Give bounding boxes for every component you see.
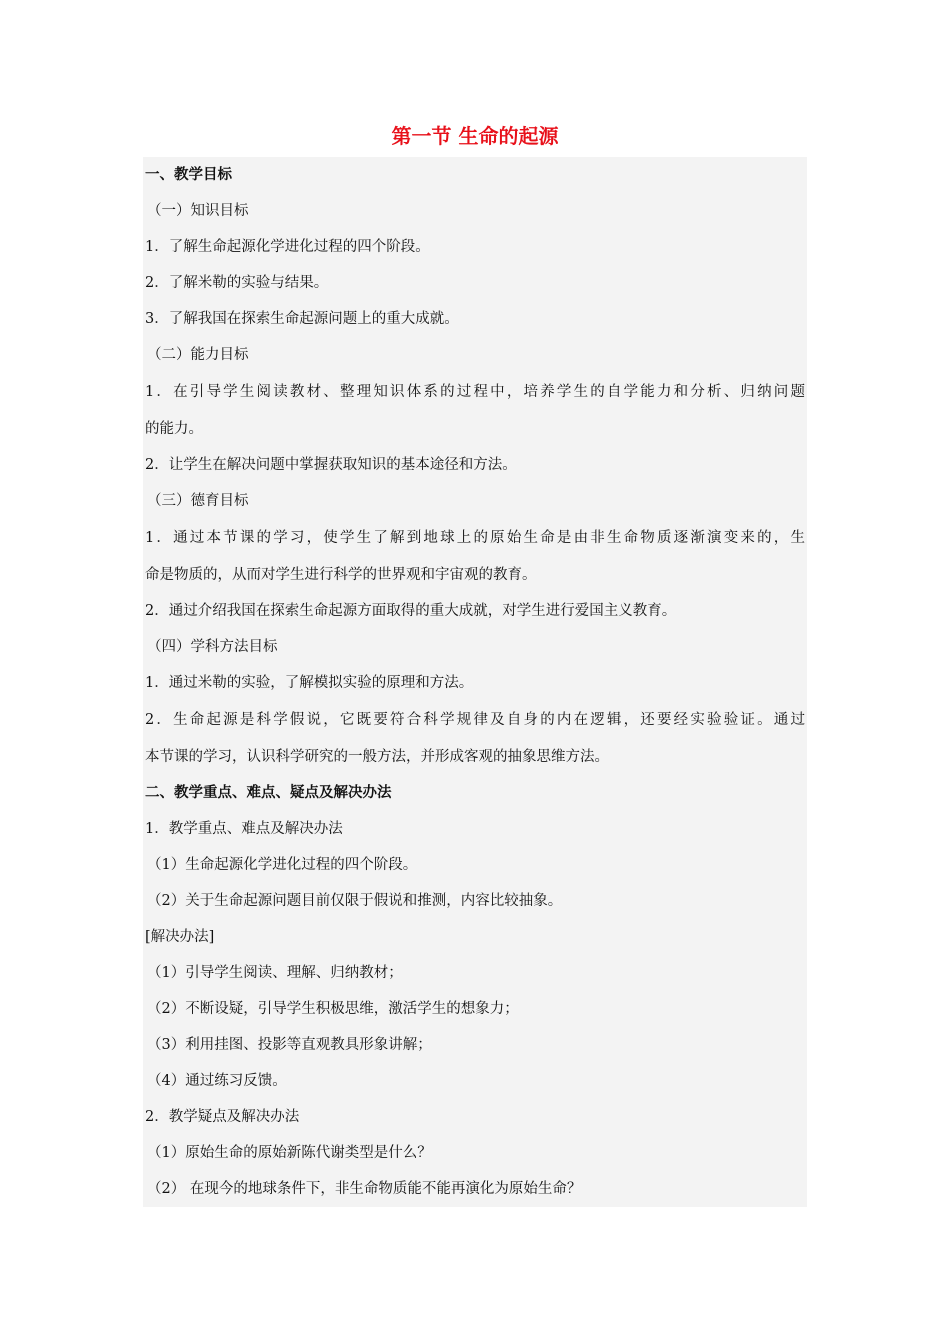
paragraph-line: 2．让学生在解决问题中掌握获取知识的基本途径和方法。 [145,457,517,473]
paragraph-line: 2．通过介绍我国在探索生命起源方面取得的重大成就，对学生进行爱国主义教育。 [145,603,677,619]
section-heading-key-points: 二、教学重点、难点、疑点及解决办法 [145,785,392,801]
subsection-method-goals: （四）学科方法目标 [147,639,278,655]
page-title: 第一节 生命的起源 [391,124,559,148]
list-item: （2） 在现今的地球条件下，非生命物质能不能再演化为原始生命？ [147,1181,582,1197]
paragraph-line: 1．在引导学生阅读教材、整理知识体系的过程中，培养学生的自学能力和分析、归纳问题 [145,384,805,400]
paragraph-line: 本节课的学习，认识科学研究的一般方法，并形成客观的抽象思维方法。 [145,749,609,765]
paragraph-line: 的能力。 [145,421,203,437]
list-item: （1）引导学生阅读、理解、归纳教材； [147,965,403,981]
paragraph-line: 2．了解米勒的实验与结果。 [145,275,329,291]
subsection-ability-goals: （二）能力目标 [147,347,249,363]
document-body [143,157,807,1207]
paragraph-line: 1．通过米勒的实验，了解模拟实验的原理和方法。 [145,675,474,691]
paragraph-line: 命是物质的，从而对学生进行科学的世界观和宇宙观的教育。 [145,567,537,583]
list-item: （1）生命起源化学进化过程的四个阶段。 [147,857,418,873]
paragraph-line: 1．了解生命起源化学进化过程的四个阶段。 [145,239,430,255]
list-item: （1）原始生命的原始新陈代谢类型是什么？ [147,1145,432,1161]
paragraph-line: 1．教学重点、难点及解决办法 [145,821,343,837]
paragraph-line: 2．教学疑点及解决办法 [145,1109,300,1125]
paragraph-line: [解决办法] [145,929,215,945]
list-item: （4）通过练习反馈。 [147,1073,287,1089]
paragraph-line: 3．了解我国在探索生命起源问题上的重大成就。 [145,311,459,327]
list-item: （2）关于生命起源问题目前仅限于假说和推测，内容比较抽象。 [147,893,563,909]
paragraph-line: 2．生命起源是科学假说，它既要符合科学规律及自身的内在逻辑，还要经实验验证。通过 [145,712,805,728]
list-item: （2）不断设疑，引导学生积极思维，激活学生的想象力； [147,1001,519,1017]
section-heading-teaching-goals: 一、教学目标 [145,167,232,183]
subsection-knowledge-goals: （一）知识目标 [147,203,249,219]
subsection-moral-goals: （三）德育目标 [147,493,249,509]
paragraph-line: 1．通过本节课的学习，使学生了解到地球上的原始生命是由非生命物质逐渐演变来的，生 [145,530,805,546]
list-item: （3）利用挂图、投影等直观教具形象讲解； [147,1037,432,1053]
